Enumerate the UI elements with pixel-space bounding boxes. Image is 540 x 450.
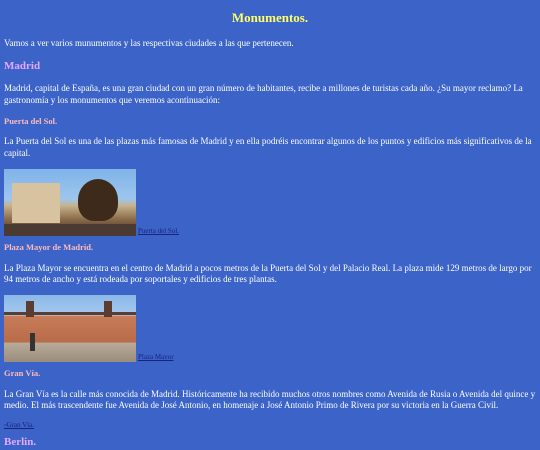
plaza-mayor-image[interactable] [4,295,136,362]
puerta-del-sol-heading: Puerta del Sol. [4,115,58,126]
gran-via-link-label: Gran Vía. [6,421,34,430]
gran-via-heading: Gran Vía. [4,368,41,378]
puerta-del-sol-image[interactable] [4,169,136,236]
puerta-del-sol-link[interactable]: Puerta del Sol. [138,227,180,236]
intro-text: Vamos a ver varios munumentos y las respectivas ciudades a las que pertenecen. [4,38,294,49]
gran-via-link[interactable] [4,421,536,430]
puerta-del-sol-figure [4,169,536,236]
plaza-mayor-text: La Plaza Mayor se encuentra en el centro de Madrid a pocos metros de la Puerta del Sol y del Palacio Real. La plaza mide 129 metros de largo por 94 metros de ancho y está rodeada por soportales y edificios de tres plantas. [4,262,532,284]
broken-image-icon: ▫ [4,421,7,430]
plaza-mayor-figure [4,295,536,362]
madrid-heading: Madrid [4,59,41,72]
plaza-mayor-heading: Plaza Mayor de Madrid. [4,241,94,252]
puerta-del-sol-text: La Puerta del Sol es una de las plazas más famosas de Madrid y en ella podréis encontrar algunos de los puntos y edificios más significativos de la capital. [4,136,532,158]
page-title: Monumentos. [231,10,309,25]
gran-via-text: La Gran Vía es la calle más conocida de Madrid. Históricamente ha recibido muchos otros nombres como Avenida de Rusia o Avenida del quince y medio. El más trascendente fue Avenida de José Antonio, en homenaje a José Antonio Primo de Rivera por su victoria en la Guerra Civil. [4,388,536,410]
madrid-text: Madrid, capital de España, es una gran ciudad con un gran número de habitantes, recibe a millones de turistas cada año. ¿Su mayor reclamo? La gastronomía y los monumentos que veremos acontinuación: [4,83,523,105]
plaza-mayor-link[interactable]: Plaza Mayor [138,353,174,362]
berlin-heading: Berlin. [4,435,37,448]
